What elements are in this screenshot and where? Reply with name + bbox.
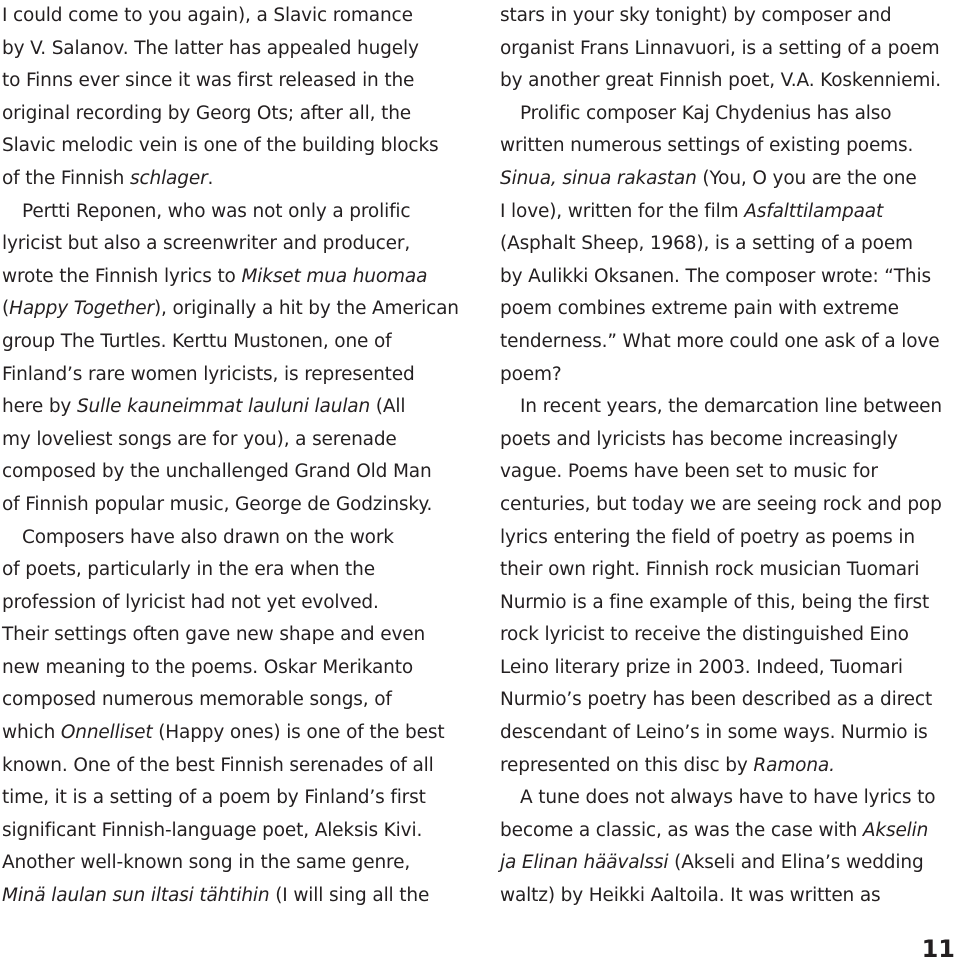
text-segment: I could come to you again), a Slavic romance xyxy=(2,5,413,26)
italic-title-text: Happy Together xyxy=(9,298,154,320)
text-segment: by V. Salanov. The latter has appealed hugely xyxy=(2,37,419,59)
text-segment: of poets, particularly in the era when the xyxy=(2,559,375,581)
text-line xyxy=(500,0,960,33)
text-line xyxy=(500,424,960,457)
text-segment: significant Finnish-language poet, Aleksis Kivi. xyxy=(2,819,423,841)
italic-title-text: Akselin xyxy=(862,819,929,841)
text-line xyxy=(2,326,464,359)
italic-title-text: Sulle kauneimmat lauluni laulan xyxy=(76,396,371,418)
text-line xyxy=(500,228,960,261)
text-line xyxy=(500,130,960,163)
text-segment: rock lyricist to receive the distinguished Eino xyxy=(500,624,909,646)
text-segment: Nurmio is a fine example of this, being the first xyxy=(500,591,930,613)
text-segment: . xyxy=(207,167,214,189)
text-line xyxy=(500,196,960,229)
text-segment: composed numerous memorable songs, of xyxy=(2,689,392,711)
text-line xyxy=(2,130,464,163)
text-line xyxy=(500,880,960,913)
text-line xyxy=(2,717,464,750)
italic-title-text: Minä laulan sun iltasi tähtihin xyxy=(2,885,270,907)
italic-title-text: Mikset mua huomaa xyxy=(241,265,428,287)
text-segment: A tune does not always have to have lyrics to xyxy=(520,787,936,809)
text-line xyxy=(2,196,464,229)
text-line xyxy=(500,163,960,196)
right-text-column xyxy=(500,0,960,913)
text-line xyxy=(2,0,464,33)
text-segment: by another great Finnish poet, V.A. Koskenniemi. xyxy=(500,70,941,92)
left-text-column xyxy=(2,0,464,913)
text-line xyxy=(2,33,464,66)
text-segment: wrote the Finnish lyrics to xyxy=(2,265,242,287)
text-segment: composed by the unchallenged Grand Old Man xyxy=(2,461,432,483)
italic-title-text: ja Elinan häävalssi xyxy=(500,852,669,874)
italic-title-text: Asfalttilampaat xyxy=(744,200,884,222)
text-segment: Their settings often gave new shape and even xyxy=(2,624,426,646)
text-segment: tenderness.” What more could one ask of a love xyxy=(500,330,940,352)
text-line xyxy=(2,98,464,131)
text-line xyxy=(500,782,960,815)
text-line xyxy=(500,554,960,587)
text-segment: original recording by Georg Ots; after all, the xyxy=(2,102,412,124)
text-line xyxy=(2,750,464,783)
text-segment: by Aulikki Oksanen. The composer wrote: “This xyxy=(500,265,931,287)
italic-title-text: Ramona. xyxy=(753,754,835,776)
text-segment: Leino literary prize in 2003. Indeed, Tuomari xyxy=(500,656,903,678)
text-line xyxy=(500,522,960,555)
text-line xyxy=(2,587,464,620)
text-line xyxy=(2,684,464,717)
text-segment: known. One of the best Finnish serenades of all xyxy=(2,754,434,776)
text-segment: their own right. Finnish rock musician Tuomari xyxy=(500,559,920,581)
text-segment: (Happy ones) is one of the best xyxy=(152,722,445,744)
text-line xyxy=(2,424,464,457)
text-segment: vague. Poems have been set to music for xyxy=(500,461,878,483)
text-segment: Pertti Reponen, who was not only a prolific xyxy=(22,200,411,222)
italic-title-text: Sinua, sinua rakastan xyxy=(500,167,697,189)
text-line xyxy=(500,652,960,685)
text-segment: group The Turtles. Kerttu Mustonen, one of xyxy=(2,330,392,352)
text-segment: written numerous settings of existing poems. xyxy=(500,135,914,157)
text-line xyxy=(2,847,464,880)
text-line xyxy=(2,619,464,652)
text-segment: (Asphalt Sheep, 1968), is a setting of a poem xyxy=(500,233,913,255)
text-segment: waltz) by Heikki Aaltoila. It was written as xyxy=(500,885,881,907)
text-line xyxy=(2,880,464,913)
text-segment: poem combines extreme pain with extreme xyxy=(500,298,899,320)
text-segment: stars in your sky tonight) by composer and xyxy=(500,5,892,26)
text-segment: Prolific composer Kaj Chydenius has also xyxy=(520,102,892,124)
text-segment: become a classic, as was the case with xyxy=(500,819,863,841)
text-line xyxy=(2,522,464,555)
text-segment: centuries, but today we are seeing rock and pop xyxy=(500,493,942,515)
text-line xyxy=(500,359,960,392)
text-segment: (Akseli and Elina’s wedding xyxy=(668,852,924,874)
text-segment: represented on this disc by xyxy=(500,754,754,776)
text-line xyxy=(500,293,960,326)
text-segment: here by xyxy=(2,396,77,418)
text-segment: of the Finnish xyxy=(2,167,130,189)
text-line xyxy=(2,652,464,685)
text-segment: Finland’s rare women lyricists, is represented xyxy=(2,363,415,385)
text-segment: In recent years, the demarcation line between xyxy=(520,396,942,418)
text-segment: lyrics entering the field of poetry as poems in xyxy=(500,526,915,548)
text-segment: (You, O you are the one xyxy=(696,167,917,189)
text-segment: profession of lyricist had not yet evolved. xyxy=(2,591,379,613)
text-segment: organist Frans Linnavuori, is a setting of a poem xyxy=(500,37,940,59)
text-segment: my loveliest songs are for you), a serenade xyxy=(2,428,397,450)
text-segment: ), originally a hit by the American xyxy=(153,298,459,320)
text-line xyxy=(500,261,960,294)
text-line xyxy=(500,587,960,620)
text-segment: poets and lyricists has become increasingly xyxy=(500,428,898,450)
text-segment: (I will sing all the xyxy=(269,885,430,907)
text-line xyxy=(2,163,464,196)
text-line xyxy=(500,684,960,717)
text-line xyxy=(500,717,960,750)
text-segment: (All xyxy=(370,396,406,418)
text-line xyxy=(500,456,960,489)
text-line xyxy=(500,847,960,880)
text-line xyxy=(500,65,960,98)
text-segment: new meaning to the poems. Oskar Merikanto xyxy=(2,656,414,678)
page-number: 11 xyxy=(921,935,955,963)
italic-title-text: schlager xyxy=(129,167,208,189)
text-line xyxy=(2,391,464,424)
text-line xyxy=(2,359,464,392)
text-line xyxy=(500,391,960,424)
text-line xyxy=(2,782,464,815)
text-segment: to Finns ever since it was first released in the xyxy=(2,70,415,92)
italic-title-text: Onnelliset xyxy=(60,722,153,744)
text-segment: which xyxy=(2,722,61,744)
text-line xyxy=(2,554,464,587)
text-segment: of Finnish popular music, George de Godzinsky. xyxy=(2,493,433,515)
text-segment: lyricist but also a screenwriter and producer, xyxy=(2,233,411,255)
text-line xyxy=(2,456,464,489)
text-segment: Composers have also drawn on the work xyxy=(22,526,394,548)
text-line xyxy=(2,228,464,261)
text-line xyxy=(2,293,464,326)
text-line xyxy=(500,326,960,359)
text-line xyxy=(2,815,464,848)
text-segment: Slavic melodic vein is one of the building blocks xyxy=(2,135,439,157)
text-segment: time, it is a setting of a poem by Finland’s first xyxy=(2,787,426,809)
text-segment: Nurmio’s poetry has been described as a direct xyxy=(500,689,933,711)
text-segment: Another well-known song in the same genre, xyxy=(2,852,411,874)
text-line xyxy=(2,489,464,522)
text-segment: descendant of Leino’s in some ways. Nurmio is xyxy=(500,722,928,744)
text-segment: ( xyxy=(2,298,10,320)
text-line xyxy=(500,619,960,652)
text-segment: I love), written for the film xyxy=(500,200,745,222)
text-line xyxy=(2,261,464,294)
text-line xyxy=(500,489,960,522)
text-line xyxy=(500,750,960,783)
text-line xyxy=(500,98,960,131)
text-segment: poem? xyxy=(500,363,562,385)
text-line xyxy=(500,33,960,66)
text-line xyxy=(500,815,960,848)
text-line xyxy=(2,65,464,98)
